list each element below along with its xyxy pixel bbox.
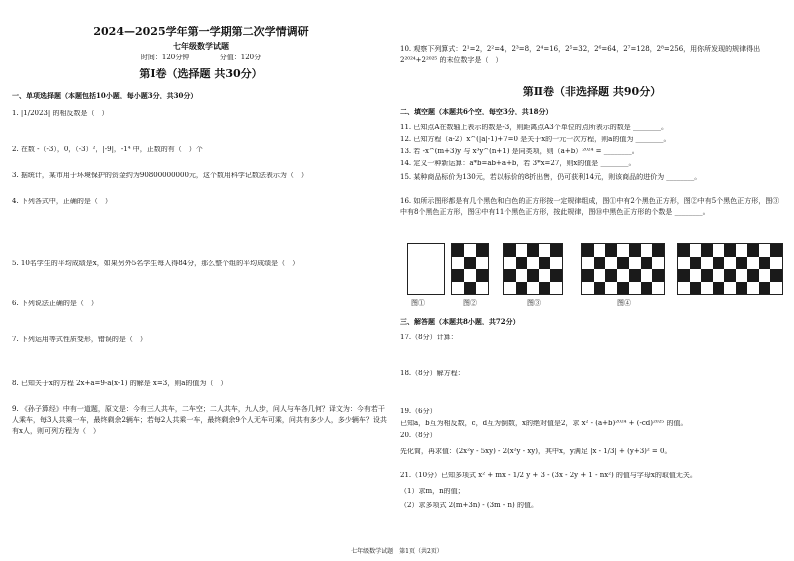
fill-question: 15. 某种商品标价为130元，若以标价的8折出售，仍可获利14元，则该商品的进价为 ________。 <box>400 173 702 181</box>
black-square <box>504 244 516 257</box>
fill-question: 11. 已知点A在数轴上表示的数是-3，则距离点A3个单位的点所表示的数是 ________。 <box>400 124 668 131</box>
section-2-heading: 二、填空题（本题共6个空，每空3分，共18分） <box>400 108 553 115</box>
black-square <box>516 257 528 270</box>
black-square <box>724 269 736 282</box>
solve-question: 20.（8分） <box>400 432 437 439</box>
volume-2-title: 第Ⅱ卷（非选择题 共90分） <box>522 86 662 97</box>
question-stem: 6. 下列说法正确的是（ ） <box>12 300 98 307</box>
black-square <box>641 282 653 295</box>
fill-question: 13. 若 -x^(m+3)y 与 x³y^(n+1) 是同类项，则（a+b）²⁰²⁴ = ________。 <box>400 148 639 155</box>
black-square <box>629 244 641 257</box>
black-square <box>747 244 759 257</box>
page-footer: 七年级数学试题 第1页（共2页） <box>351 548 443 555</box>
black-square <box>701 269 713 282</box>
question-stem: 5. 10名学生的平均成绩是x，如果另外5名学生每人得84分，那么整个组的平均成绩是（ ） <box>12 260 300 267</box>
black-square <box>476 269 488 282</box>
question-stem: 10. 观察下列算式：2¹=2，2²=4，2³=8，2⁴=16，2⁵=32，2⁶=64，2⁷=128，2⁸=256，用你所发现的规律得出 2²⁰²⁴+2²⁰²⁵ 的末位数字是（ ） <box>400 45 761 64</box>
question-stem: 4. 下列各式中，正确的是（ ） <box>12 198 112 205</box>
figure-label: 图① <box>411 299 425 307</box>
black-square <box>747 269 759 282</box>
black-square <box>701 244 713 257</box>
figure-4 <box>581 243 665 295</box>
black-square <box>770 269 782 282</box>
volume-1-title: 第Ⅰ卷（选择题 共30分） <box>139 68 263 79</box>
section-1-heading: 一、单项选择题（本题包括10小题，每小题3分，共30分） <box>12 92 198 99</box>
section-3-heading: 三、解答题（本题共8小题，共72分） <box>400 318 520 325</box>
figure-label: 图③ <box>527 299 541 307</box>
figure-label: 图④ <box>617 299 631 307</box>
black-square <box>617 282 629 295</box>
figure-label: 图② <box>463 299 477 307</box>
black-square <box>759 257 771 270</box>
black-square <box>452 269 464 282</box>
black-square <box>594 257 606 270</box>
exam-subject: 七年级数学试题 <box>173 42 229 50</box>
black-square <box>594 282 606 295</box>
black-square <box>629 269 641 282</box>
black-square <box>724 244 736 257</box>
black-square <box>690 257 702 270</box>
solve-question: 已知a，b互为相反数，c，d互为倒数，x的绝对值是2，求 x² - (a+b)²⁰²⁴ + (-cd)²⁰²⁵ 的值。 <box>400 420 688 427</box>
question-stem: 8. 已知关于x的方程 2x+a=9-a(x-1) 的解是 x=3，则a的值为（ ） <box>12 380 228 387</box>
black-square <box>736 282 748 295</box>
black-square <box>770 244 782 257</box>
solve-question: 先化简，再求值：(2x²y - 5xy) - 2(x²y - xy)，其中x，y满足 |x - 1/3| + (y+3)² = 0。 <box>400 448 672 455</box>
black-square <box>652 244 664 257</box>
solve-question: 21.（10分）已知多项式 x² + mx - 1/2 y + 3 - (3x - 2y + 1 - nx²) 的值与字母x的取值无关。 <box>400 472 697 479</box>
black-square <box>652 269 664 282</box>
black-square <box>605 269 617 282</box>
black-square <box>516 282 528 295</box>
pattern-figures <box>407 243 777 307</box>
solve-subpart: （1）求m，n的值； <box>400 488 465 495</box>
solve-question: 18.（8分）解方程： <box>400 370 465 377</box>
question-stem: 3. 据统计，某市用于环境保护的资金约为90800000000元，这个数用科学记数法表示为（ ） <box>12 172 308 179</box>
solve-question: 17.（8分）计算： <box>400 334 458 341</box>
fill-question: 12. 已知方程（a-2）x^(|a|-1)+7=0 是关于x的一元一次方程，则a的值为 ________。 <box>400 136 671 143</box>
fill-question: 14. 定义一种新运算：a*b=ab+a+b，若 3*x=27，则x的值是 ________。 <box>400 160 636 167</box>
figure-5 <box>677 243 783 295</box>
black-square <box>605 244 617 257</box>
black-square <box>504 269 516 282</box>
black-square <box>539 257 551 270</box>
black-square <box>476 244 488 257</box>
question-stem: 7. 下列运用等式性质变形，错误的是（ ） <box>12 336 147 343</box>
figure-1 <box>407 243 445 295</box>
black-square <box>690 282 702 295</box>
question-stem: 9. 《孙子算经》中有一道题，原文是：今有三人共车，二车空；二人共车，九人步，问人与车各几何？译文为：今有若干人乘车，每3人共乘一车，最终剩余2辆车；若每2人共乘一车，最终剩余9个人无车可乘，问共有多少人，多少辆车？设共有x人，则可列方程为（ ） <box>12 405 387 435</box>
exam-meta: 时间：120分钟 分值：120分 <box>140 54 262 61</box>
black-square <box>736 257 748 270</box>
black-square <box>527 244 539 257</box>
figure-3 <box>503 243 563 295</box>
exam-title: 2024—2025学年第一学期第二次学情调研 <box>93 26 309 37</box>
solve-question: 19.（6分） <box>400 408 437 415</box>
black-square <box>678 269 690 282</box>
black-square <box>464 257 476 270</box>
black-square <box>713 282 725 295</box>
black-square <box>527 269 539 282</box>
solve-subpart: （2）求多项式 2(m+3n) - (3m - n) 的值。 <box>400 502 538 509</box>
black-square <box>582 269 594 282</box>
black-square <box>713 257 725 270</box>
black-square <box>539 282 551 295</box>
question-stem: 2. 在数 -（-3），0，（-3）²，|-9|，-1⁴ 中，正数的有（ ）个 <box>12 146 203 153</box>
fill-question: 16. 如所示图形都是有几个黑色和白色的正方形按一定规律组成，图①中有2个黑色正方形，图②中有5个黑色正方形，图③中有8个黑色正方形，图④中有11个黑色正方形，按此规律，图⑩中黑色正方形的个数是 ________。 <box>400 197 780 216</box>
black-square <box>550 269 562 282</box>
black-square <box>550 244 562 257</box>
black-square <box>617 257 629 270</box>
black-square <box>464 282 476 295</box>
black-square <box>452 244 464 257</box>
black-square <box>759 282 771 295</box>
black-square <box>641 257 653 270</box>
black-square <box>678 244 690 257</box>
figure-2 <box>451 243 489 295</box>
question-stem: 1. |1/2023| 的相反数是（ ） <box>12 110 109 117</box>
black-square <box>582 244 594 257</box>
